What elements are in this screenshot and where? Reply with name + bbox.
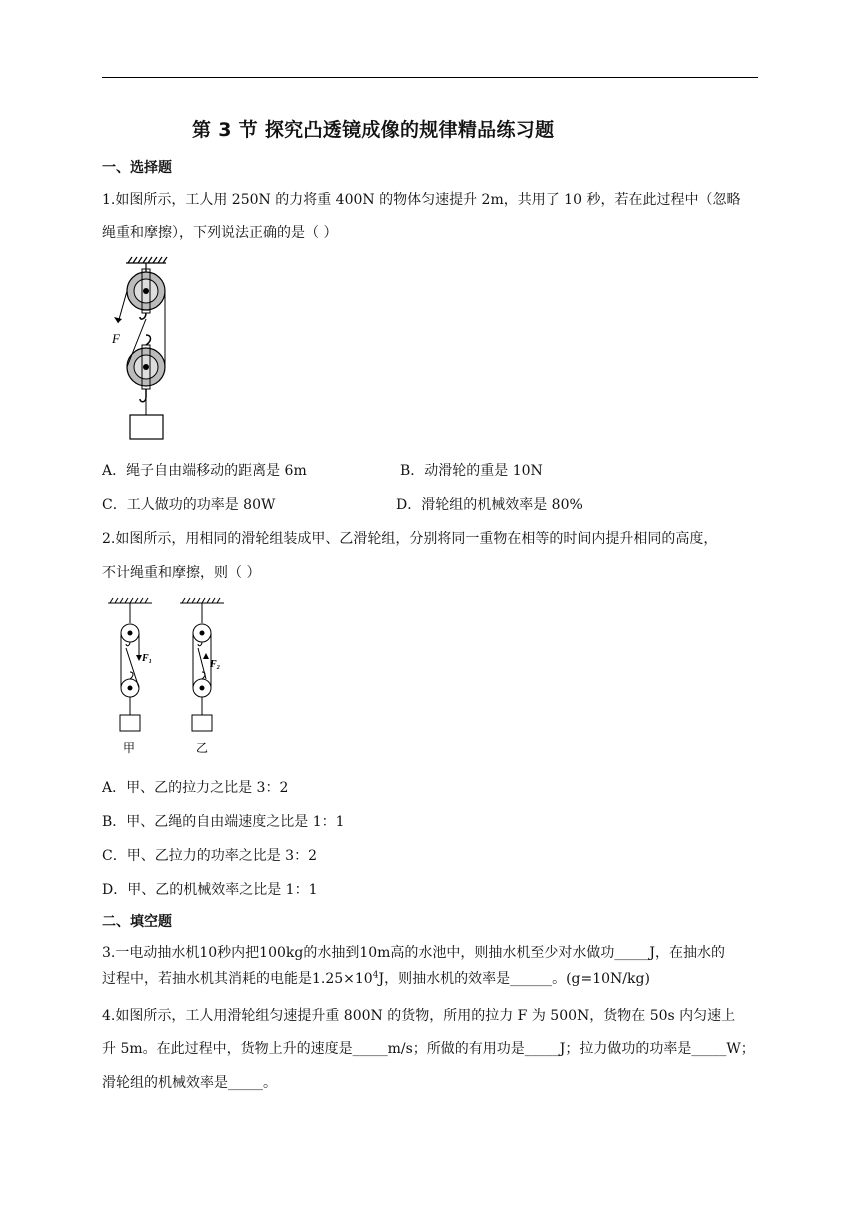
force-arrow <box>114 317 122 323</box>
q1-pulley-figure <box>100 255 210 445</box>
q1-option-c: C．工人做功的功率是 80W <box>102 497 276 513</box>
q4-stem-line1: 4.如图所示，工人用滑轮组匀速提升重 800N 的货物，所用的拉力 F 为 500N，货物在 50s 内匀速上 <box>102 1008 736 1024</box>
jia-force-label: F₁ <box>142 653 153 664</box>
fixed-pulley <box>127 269 165 313</box>
q3-stem-line1: 3.一电动抽水机10秒内把100kg的水抽到10m高的水池中，则抽水机至少对水做功_____J，在抽水的 <box>102 945 726 961</box>
q1-stem-line2: 绳重和摩擦），下列说法正确的是（ ） <box>102 225 338 241</box>
q2-option-c: C．甲、乙拉力的功率之比是 3：2 <box>102 848 317 864</box>
q2-stem-line2: 不计绳重和摩擦，则（ ） <box>102 565 261 581</box>
hook-lower <box>140 389 146 402</box>
jia-assembly <box>108 598 152 731</box>
yi-force-label: F₂ <box>210 659 221 670</box>
section-heading-choice: 一、选择题 <box>102 160 172 176</box>
yi-label: 乙 <box>196 741 209 755</box>
ceiling-mount <box>126 257 167 273</box>
header-rule <box>102 77 758 78</box>
hook-upper <box>140 313 146 319</box>
force-label: F <box>112 331 120 346</box>
load-block <box>130 415 163 439</box>
q2-option-a: A．甲、乙的拉力之比是 3：2 <box>102 780 289 796</box>
section-heading-fill: 二、填空题 <box>102 914 172 930</box>
q3-stem-line2: 过程中，若抽水机其消耗的电能是$1.25\times 10^4J$，则抽水机的效率是______。(g=10N/kg) <box>102 970 650 987</box>
jia-label: 甲 <box>123 741 136 755</box>
movable-pulley <box>127 335 165 389</box>
q1-stem-line1: 1.如图所示，工人用 250N 的力将重 400N 的物体匀速提升 2m，共用了 10 秒，若在此过程中（忽略 <box>102 192 741 208</box>
q2-stem-line1: 2.如图所示，用相同的滑轮组装成甲、乙滑轮组，分别将同一重物在相等的时间内提升相同的高度， <box>102 531 718 547</box>
page-title: 第 3 节 探究凸透镜成像的规律精品练习题 <box>192 119 555 141</box>
q1-option-a: A．绳子自由端移动的距离是 6m <box>102 463 307 479</box>
q2-pulley-figure <box>100 595 240 760</box>
q1-option-d: D．滑轮组的机械效率是 80% <box>396 497 583 513</box>
q4-stem-line3: 滑轮组的机械效率是_____。 <box>102 1075 277 1091</box>
q4-stem-line2: 升 5m。在此过程中，货物上升的速度是_____m/s；所做的有用功是_____J；拉力做功的功率是_____W； <box>102 1041 755 1057</box>
q2-option-b: B．甲、乙绳的自由端速度之比是 1：1 <box>102 814 345 830</box>
q1-option-b: B．动滑轮的重是 10N <box>400 463 543 479</box>
q2-option-d: D．甲、乙的机械效率之比是 1：1 <box>102 882 318 898</box>
